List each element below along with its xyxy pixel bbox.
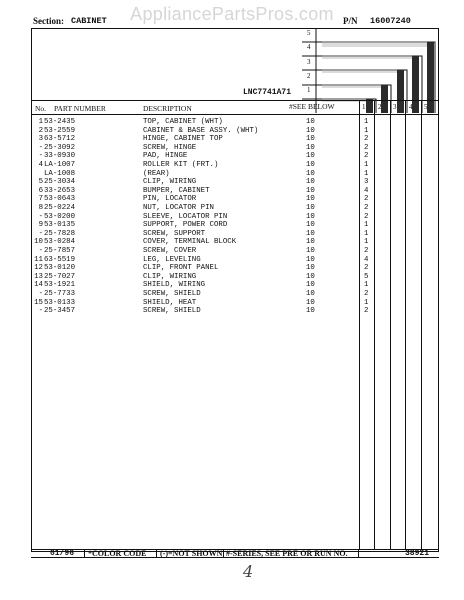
row-qty-col-1: 2: [364, 143, 369, 152]
table-row: [0, 238, 464, 246]
row-description: COVER, TERMINAL BLOCK: [143, 238, 237, 247]
row-part-number: 25-0224: [44, 204, 76, 212]
row-part-number: 63-5519: [44, 255, 76, 264]
row-description: SCREW, SHIELD: [143, 290, 201, 298]
footer-not-shown: (-)=NOT SHOWN: [160, 549, 223, 558]
row-see-below: 10: [306, 126, 315, 135]
table-row: [0, 256, 464, 264]
row-part-number: 53-1921: [44, 281, 76, 290]
row-description: CLIP, WIRING: [143, 178, 197, 187]
table-row: [0, 230, 464, 238]
row-see-below: 10: [306, 178, 315, 187]
row-no: 9: [38, 221, 43, 230]
col-part-header: PART NUMBER: [54, 104, 106, 113]
table-row: [0, 127, 464, 135]
row-see-below: 10: [306, 247, 315, 255]
row-no: -: [38, 290, 43, 298]
pn-value: 16007240: [370, 16, 411, 26]
row-see-below: 10: [306, 229, 315, 238]
row-no: 11: [34, 255, 43, 264]
row-part-number: 33-0930: [44, 152, 76, 161]
row-no: -: [38, 143, 43, 152]
row-part-number: 25-3034: [44, 178, 76, 187]
row-qty-col-1: 1: [364, 161, 369, 169]
row-see-below: 10: [306, 290, 315, 298]
row-qty-col-1: 1: [364, 126, 369, 135]
row-qty-col-1: 1: [364, 118, 369, 126]
col-key-5: 5: [424, 103, 428, 111]
row-qty-col-1: 2: [364, 204, 369, 212]
col-no-header: No.: [35, 104, 47, 113]
row-no: 1: [38, 118, 43, 126]
footer-date: 01/96: [50, 549, 75, 558]
row-qty-col-1: 2: [364, 290, 369, 298]
table-row: [0, 161, 464, 169]
table-row: [0, 247, 464, 255]
row-part-number: 25-7027: [44, 272, 76, 281]
row-qty-col-1: 2: [364, 195, 369, 204]
table-row: [0, 281, 464, 289]
table-row: [0, 195, 464, 203]
footer-divider-1: [84, 549, 85, 558]
row-description: SLEEVE, LOCATOR PIN: [143, 212, 228, 221]
footer-code: 38921: [405, 549, 430, 558]
row-see-below: 10: [306, 212, 315, 221]
key-columns-header: [360, 101, 439, 114]
table-row: [0, 221, 464, 229]
row-no: 14: [34, 281, 43, 290]
row-see-below: 10: [306, 255, 315, 264]
col-key-1: 1: [362, 103, 366, 111]
row-no: 6: [38, 186, 43, 195]
row-description: CABINET & BASE ASSY. (WHT): [143, 126, 259, 135]
table-row: [0, 152, 464, 160]
section-label: Section:: [33, 16, 64, 26]
footer-color-code: *COLOR CODE: [88, 549, 147, 558]
table-row: [0, 144, 464, 152]
row-qty-col-1: 2: [364, 247, 369, 255]
header-bottom-rule: [31, 114, 439, 115]
row-see-below: 10: [306, 186, 315, 195]
row-no: 4: [38, 161, 43, 169]
row-qty-col-1: 1: [364, 169, 369, 178]
row-part-number: LA-1007: [44, 161, 76, 169]
row-no: 2: [38, 126, 43, 135]
pn-label: P/N: [343, 16, 358, 26]
row-qty-col-1: 1: [364, 229, 369, 238]
row-see-below: 10: [306, 195, 315, 204]
row-description: SCREW, HINGE: [143, 143, 197, 152]
row-part-number: 53-0135: [44, 221, 76, 230]
row-description: TOP, CABINET (WHT): [143, 118, 223, 126]
row-see-below: 10: [306, 169, 315, 178]
col-desc-header: DESCRIPTION: [143, 104, 192, 113]
table-row: [0, 204, 464, 212]
row-qty-col-1: 5: [364, 272, 369, 281]
row-see-below: 10: [306, 298, 315, 307]
row-qty-col-1: 3: [364, 178, 369, 187]
row-description: SCREW, SUPPORT: [143, 229, 206, 238]
row-part-number: 63-5712: [44, 135, 76, 144]
row-qty-col-1: 2: [364, 135, 369, 144]
row-qty-col-1: 1: [364, 281, 369, 290]
row-part-number: LA-1008: [44, 169, 76, 178]
col-key-4: 4: [409, 103, 413, 111]
table-row: [0, 307, 464, 315]
row-no: 3: [38, 135, 43, 144]
row-part-number: 33-2653: [44, 186, 76, 195]
stair-label-2: 2: [307, 72, 311, 80]
row-description: (REAR): [143, 169, 170, 178]
table-row: [0, 213, 464, 221]
table-row: [0, 135, 464, 143]
row-description: SUPPORT, POWER CORD: [143, 221, 228, 230]
row-see-below: 10: [306, 204, 315, 212]
row-qty-col-1: 1: [364, 298, 369, 307]
row-qty-col-1: 2: [364, 152, 369, 161]
row-part-number: 53-2435: [44, 118, 76, 126]
table-row: [0, 118, 464, 126]
row-no: 15: [34, 298, 43, 307]
row-description: SHIELD, HEAT: [143, 298, 197, 307]
col-key-2: 2: [378, 103, 382, 111]
row-description: PIN, LOCATOR: [143, 195, 197, 204]
row-qty-col-1: 4: [364, 255, 369, 264]
row-no: 12: [34, 264, 43, 273]
row-see-below: 10: [306, 143, 315, 152]
row-no: -: [38, 229, 43, 238]
row-no: 8: [38, 204, 43, 212]
row-no: -: [38, 152, 43, 161]
row-no: -: [38, 307, 43, 316]
watermark-text: AppliancePartsPros.com: [130, 4, 334, 24]
row-qty-col-1: 2: [364, 264, 369, 273]
row-description: SCREW, COVER: [143, 247, 197, 255]
row-see-below: 10: [306, 161, 315, 169]
stair-label-3: 3: [307, 58, 311, 66]
row-part-number: 25-7828: [44, 229, 76, 238]
footer-divider-3: [223, 549, 224, 558]
row-no: -: [38, 212, 43, 221]
row-see-below: 10: [306, 152, 315, 161]
row-part-number: 25-3092: [44, 143, 76, 152]
row-see-below: 10: [306, 272, 315, 281]
table-row: [0, 299, 464, 307]
row-qty-col-1: 2: [364, 307, 369, 316]
table-row: [0, 264, 464, 272]
row-see-below: 10: [306, 238, 315, 247]
row-part-number: 53-0200: [44, 212, 76, 221]
table-row: [0, 187, 464, 195]
row-no: 7: [38, 195, 43, 204]
row-part-number: 25-7733: [44, 290, 76, 298]
row-description: SCREW, SHIELD: [143, 307, 201, 316]
row-description: LEG, LEVELING: [143, 255, 201, 264]
row-part-number: 53-0284: [44, 238, 76, 247]
row-part-number: 53-0120: [44, 264, 76, 273]
row-part-number: 25-3457: [44, 307, 76, 316]
row-see-below: 10: [306, 281, 315, 290]
table-row: [0, 170, 464, 178]
section-value: CABINET: [71, 16, 107, 26]
row-description: SHIELD, WIRING: [143, 281, 206, 290]
row-description: ROLLER KIT (FRT.): [143, 161, 219, 169]
row-no: 10: [34, 238, 43, 247]
row-part-number: 53-0643: [44, 195, 76, 204]
model-number: LNC7741A71: [243, 88, 292, 97]
footer-divider-4: [358, 549, 359, 558]
row-description: CLIP, FRONT PANEL: [143, 264, 219, 273]
row-no: 13: [34, 272, 43, 281]
row-description: PAD, HINGE: [143, 152, 188, 161]
row-description: HINGE, CABINET TOP: [143, 135, 223, 144]
col-key-3: 3: [393, 103, 397, 111]
row-description: CLIP, WIRING: [143, 272, 197, 281]
row-see-below: 10: [306, 118, 315, 126]
row-see-below: 10: [306, 264, 315, 273]
row-part-number: 53-0133: [44, 298, 76, 307]
row-part-number: 25-7857: [44, 247, 76, 255]
row-qty-col-1: 2: [364, 212, 369, 221]
footer-divider-2: [156, 549, 157, 558]
row-qty-col-1: 1: [364, 221, 369, 230]
row-no: 5: [38, 178, 43, 187]
row-description: NUT, LOCATOR PIN: [143, 204, 214, 212]
col-see-header: #SEE BELOW: [289, 102, 335, 111]
row-see-below: 10: [306, 135, 315, 144]
table-row: [0, 273, 464, 281]
row-see-below: 10: [306, 221, 315, 230]
row-part-number: 53-2559: [44, 126, 76, 135]
row-qty-col-1: 4: [364, 186, 369, 195]
stair-label-4: 4: [307, 43, 311, 51]
stair-label-5: 5: [307, 29, 311, 37]
row-see-below: 10: [306, 307, 315, 316]
row-qty-col-1: 1: [364, 238, 369, 247]
handwritten-mark: 4: [243, 562, 254, 581]
stair-label-1: 1: [307, 86, 311, 94]
footer-series: #-SERIES, SEE PRE OR RUN NO.: [226, 549, 348, 558]
row-description: BUMPER, CABINET: [143, 186, 210, 195]
table-row: [0, 290, 464, 298]
row-no: -: [38, 247, 43, 255]
table-row: [0, 178, 464, 186]
